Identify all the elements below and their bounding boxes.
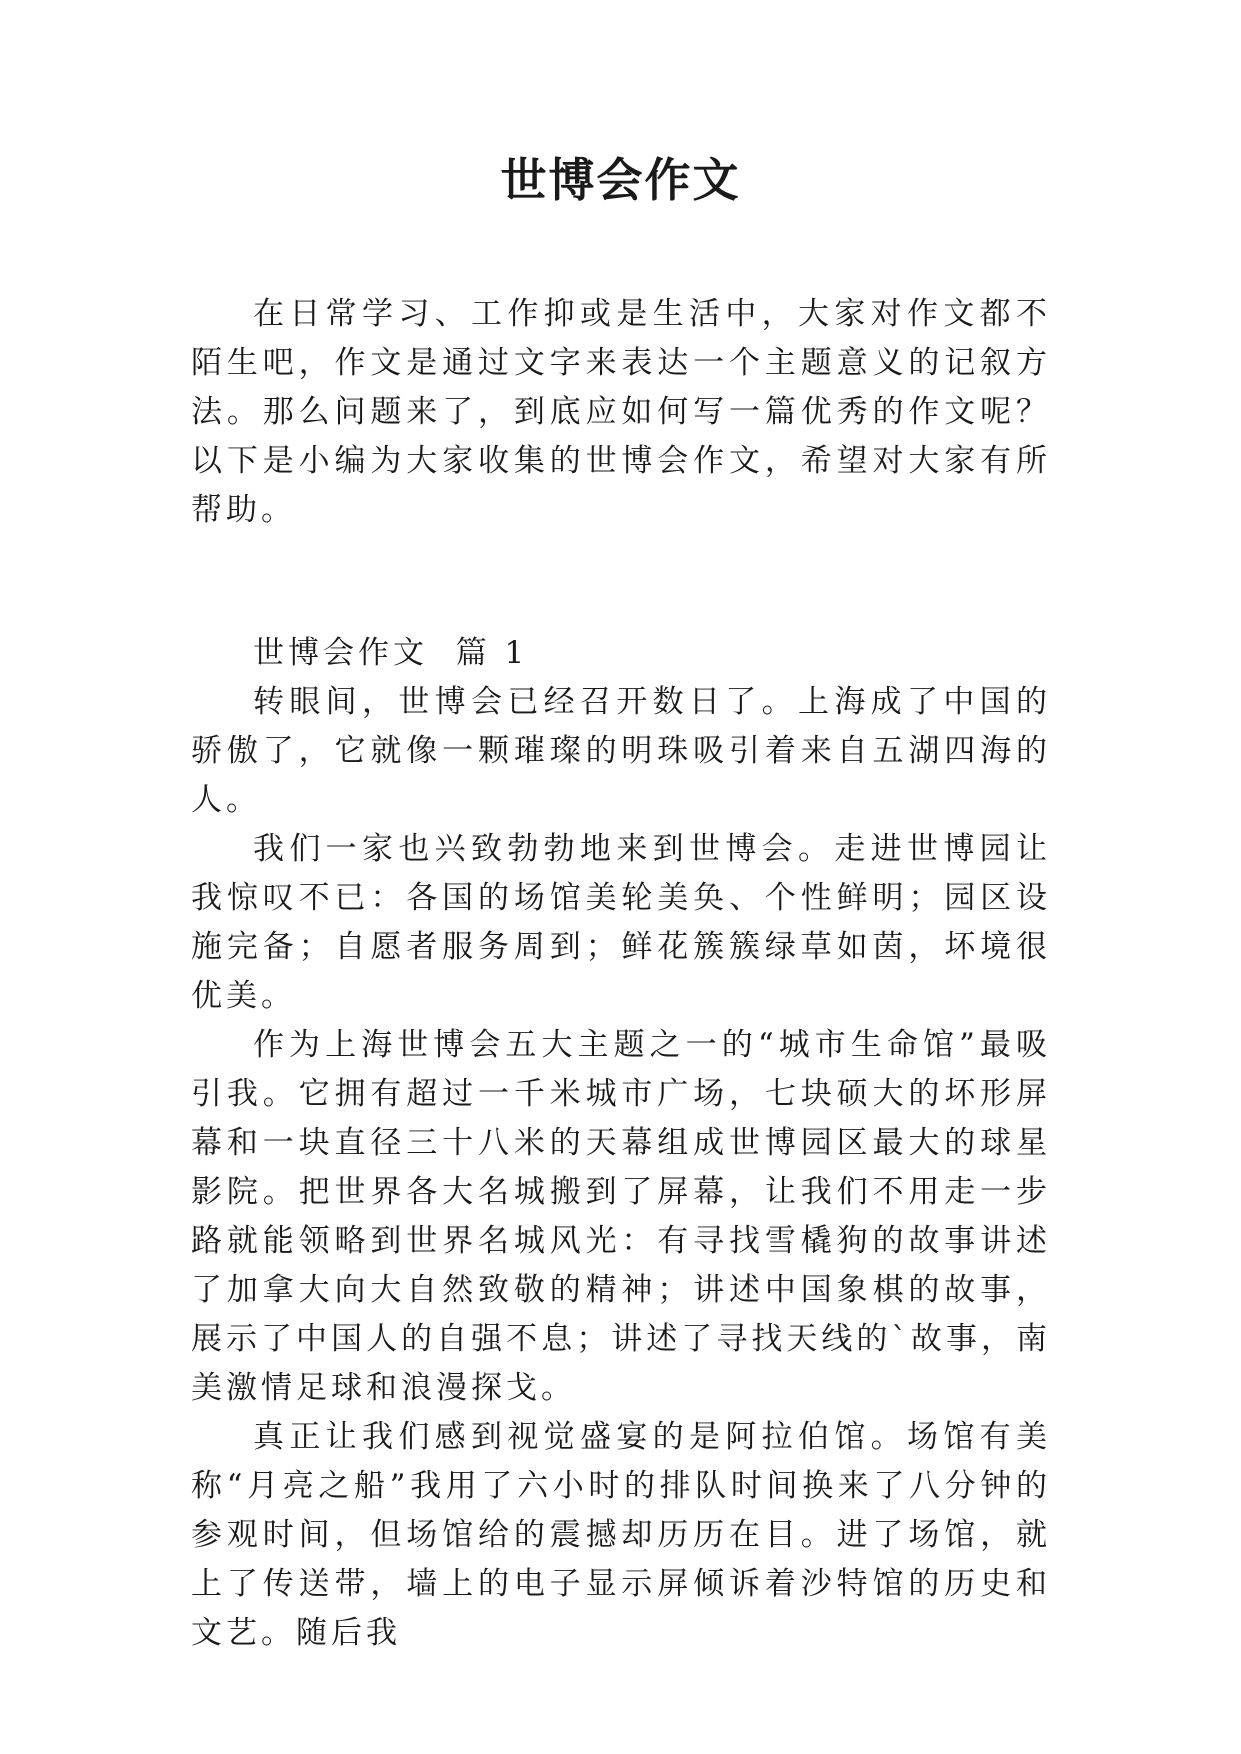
body-paragraph: 我们一家也兴致勃勃地来到世博会。走进世博园让我惊叹不已：各国的场馆美轮美奂、个性鲜明；园区设施完备；自愿者服务周到；鲜花簇簇绿草如茵，坏境很优美。 [191, 831, 1051, 1014]
body-paragraph: 转眼间，世博会已经召开数日了。上海成了中国的骄傲了，它就像一颗璀璨的明珠吸引着来自五湖四海的人。 [191, 684, 1051, 818]
body-paragraph: 作为上海世博会五大主题之一的“城市生命馆”最吸引我。它拥有超过一千米城市广场，七块硕大的坏形屏幕和一块直径三十八米的天幕组成世博园区最大的球星影院。把世界各大名城搬到了屏幕，让我们不用走一步路就能领略到世界名城风光：有寻找雪橇狗的故事讲述了加拿大向大自然致敬的精神；讲述中国象棋的故事，展示了中国人的自强不息；讲述了寻找天线的`故事，南美激情足球和浪漫探戈。 [191, 1027, 1051, 1406]
document-body [191, 290, 1051, 1658]
document-title: 世博会作文 [500, 153, 741, 207]
intro-paragraph: 在日常学习、工作抑或是生活中，大家对作文都不陌生吧，作文是通过文字来表达一个主题意义的记叙方法。那么问题来了，到底应如何写一篇优秀的作文呢？以下是小编为大家收集的世博会作文，希望对大家有所帮助。 [191, 296, 1051, 528]
section-heading: 世博会作文 篇 1 [253, 635, 529, 671]
body-paragraph: 真正让我们感到视觉盛宴的是阿拉伯馆。场馆有美称“月亮之船”我用了六小时的排队时间换来了八分钟的参观时间，但场馆给的震撼却历历在目。进了场馆，就上了传送带，墙上的电子显示屏倾诉着沙特馆的历史和文艺。随后我 [191, 1419, 1051, 1651]
